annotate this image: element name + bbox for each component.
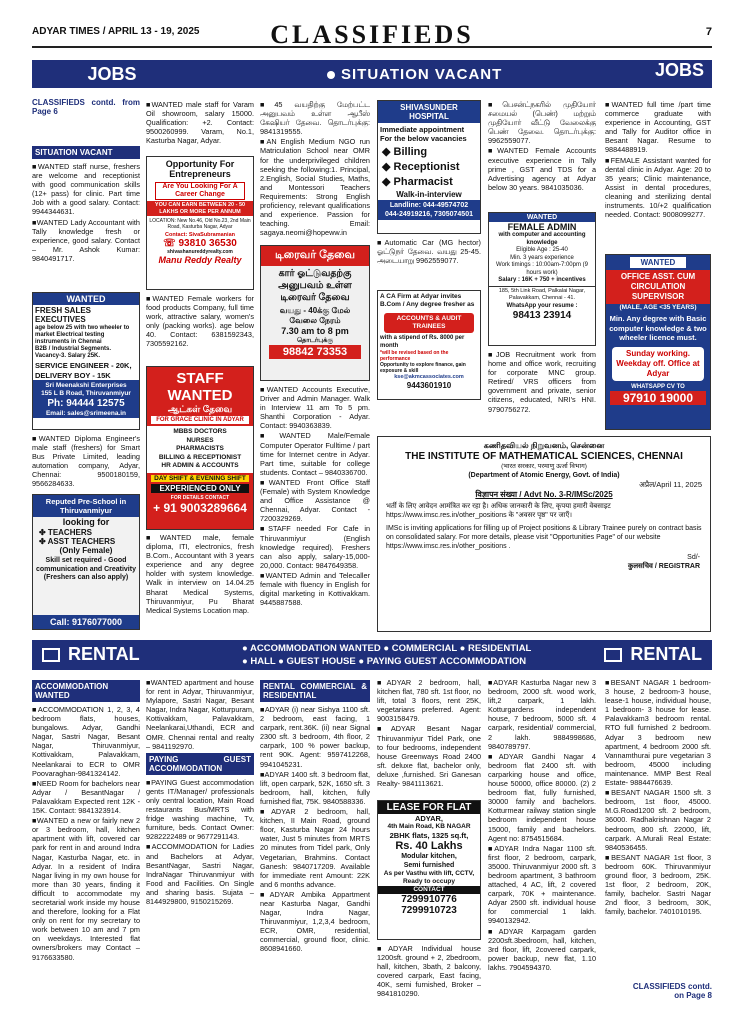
page-number: 7	[705, 26, 712, 38]
ad-brand: Manu Reddy Realty	[158, 255, 242, 265]
ad-subheading: ஆட்கள் தேவை	[167, 404, 233, 414]
list-item: ■ADYAR Karpagam garden 2200sft.3bedroom, hall, kitchen, 3rd floor, lift, 2covered carpark, power backup, new flat, 1.10 lakhs. 7904594370.	[488, 926, 596, 972]
ad-imsc-notice	[377, 436, 711, 632]
ad-text: Skill set required - Good communication and Creativity (Freshers can also apply)	[36, 557, 136, 581]
ad-text: CONTACT	[378, 886, 480, 894]
role-item: NURSES	[186, 436, 214, 444]
list-item: ■BESANT NAGAR 1500 sft. 3 bedroom, 1st floor, 45000. M.G.Road1200 sft. 2 bedroom, 36000. Radhakrishnan Nagar 2 bedroom, 800 sft. 22000, lift, carpark. A.Murali Real Estate: 9840536455.	[605, 788, 711, 852]
continued-from-label: CLASSIFIEDS contd. from Page 6	[32, 98, 140, 116]
jobs-column-1b	[32, 434, 140, 492]
list-item: ■BESANT NAGAR 1st floor, 3 bedroom 60K. Thiruvanmiyur ground floor, 3 bedroom, 25K. 1st floor, 2 bedroom, 20K, family, bachelor. Sastri Nagar 2nd floor, 3 bedroom, 30K, family, bachelor. 7401010195.	[605, 852, 711, 917]
ad-text: DELIVERY BOY - 15K	[35, 371, 111, 380]
list-item: ■WANTED Male/Female Computer Operator Fulltime / part time for Internet centre in Adyar. Part time, suitable for college students. Contact – 9840336700.	[260, 431, 370, 477]
ad-text: Immediate appointment For the below vacancies	[380, 125, 467, 143]
list-item: ■ADYAR (i) near Sishya 1100 sft. 2 bedroom, east facing, 1 carpark, rent.36K. (ii) near Signal 2300 sft. 3 bedroom, 4th floor, 2 carpark, 100 % power backup, rent 90K. Agent: 9597412268, 9941045231.	[260, 705, 370, 769]
list-item: ■ACCOMMODATION for Ladies and Bachelors at Adyar, BesantNagar, Sastri Nagar, IndraNagar Thiruvanmiyur with Food and Facilities. On Single and sharing basis. Sujata – 8144929800, 9150215269.	[146, 842, 254, 906]
rental-column-6	[605, 678, 711, 978]
ad-text: As per Vasthu with lift, CCTV, Ready to occupy	[383, 870, 475, 885]
ad-hospital: SHIVASUNDER HOSPITAL Immediate appointment For the below vacancies ◆ Billing ◆ Receptionist ◆ Pharmacist Walk-in-interview Landline: 044-49574702 044-24919216, 7305074501	[377, 100, 481, 234]
ad-text: कुलसचिव / REGISTRAR	[627, 563, 700, 570]
ad-ca-firm	[377, 290, 481, 400]
ad-text: Semi furnished	[403, 861, 455, 869]
role-item: PHARMACISTS	[176, 445, 224, 452]
ad-female-admin	[488, 212, 596, 346]
list-item: ■ADYAR Individual house 1200sft. ground + 2, 2bedroom, hall, kitchen, 3bath, 2 balcony, covered carpark, East facing, 40K, semi furnished, Broker – 9841810290.	[377, 944, 481, 999]
phone: Landline: 044-49574702	[389, 202, 469, 209]
ad-heading: THE INSTITUTE OF MATHEMATICAL SCIENCES, CHENNAI	[405, 451, 683, 462]
ad-text: Walk-in-interview	[396, 190, 462, 199]
ad-phone: 9443601910	[406, 381, 452, 390]
ad-heading: Opportunity For Entrepreneurs	[165, 159, 235, 179]
ad-text: WhatsApp your resume :	[506, 302, 578, 309]
ad-phone: Call: 9176077000	[33, 615, 139, 629]
list-item: ■WANTED male staff for Varam Oil showroom, salary 15000. Qualification: +2. Contact: 9500260999. Varam, No.1, Kasturba Nagar, Adyar.	[146, 100, 254, 146]
list-item: ■WANTED Female workers for food products Company, full time work, attractive salary, women's only (packing works). age below 40. Contact: 6381592343, 7305592162.	[146, 294, 254, 349]
rental-column-2	[146, 678, 254, 1003]
list-item: ■PAYING Guest accommodation gents IT/Manager/ professionals only central location, Main Road restaurants Bus/MRTS with fridge washing machine, Tv, furniture, beds. Contact Owner: 9282222489 or 9677291143.	[146, 777, 254, 842]
rental-label-left: RENTAL	[42, 644, 140, 665]
rental-commercial-heading: RENTAL COMMERCIAL & RESIDENTIAL	[260, 680, 370, 702]
ad-staff-wanted	[146, 366, 254, 530]
list-item: ■JOB Recruitment work from home and office work, recruiting for corporate MNC group. Retired/ VRS officers from government and private, senior citizens, educated, NRI's HNI. 9790756272.	[488, 350, 596, 414]
ad-text: WHATSAPP CV TO	[631, 383, 685, 390]
role-item: BILLING & RECEPTIONIST	[158, 453, 242, 461]
phone: 044-24919216, 7305074501	[385, 211, 473, 218]
list-item: ■WANTED Female Accounts executive experience in Tally prime , GST and TDS for a Advertising agency at Adyar below 30 years. 9841035036.	[488, 146, 596, 192]
list-item: ■NEED Room for bachelors near Adyar / BesantNagar / Palavakkam Expected rent 12K - 15K. Contact: 9841323914.	[32, 778, 140, 816]
ad-text: with a stipend of Rs. 8000 per month	[380, 335, 465, 349]
jobs-column-3	[260, 100, 370, 242]
vacancy-item: Pharmacist	[393, 176, 453, 188]
ad-text: Min. 3 years experience	[510, 254, 574, 261]
situation-vacant-heading: SITUATION VACANT	[32, 146, 140, 159]
house-icon	[42, 648, 60, 662]
rental-column-1	[32, 678, 140, 1003]
accommodation-wanted-heading: ACCOMMODATION WANTED	[32, 680, 140, 702]
ad-text: ✤ TEACHERS	[39, 528, 92, 537]
ad-address: 185, 5th Link Road, Palkalai Nagar, Palavakkam, Chennai - 41.	[498, 287, 586, 301]
ad-heading: WANTED	[630, 257, 686, 268]
ad-phone: ☏ 93810 36530	[163, 238, 237, 249]
ad-text: भर्ती के लिए आवेदन आमंत्रित कर रहा है। अधिक जानकारी के लिए, कृपया हमारी वेबसाइट https://www.imsc.res.in/other_positions के "अवसर पृष्ठ" पर जाएँ।	[386, 503, 611, 519]
ad-text: வேலை நேரம்	[289, 316, 341, 325]
ad-text: ADYAR,	[414, 814, 444, 823]
ad-heading: டிரைவர் தேவை	[261, 246, 369, 266]
jobs-column-5b	[488, 350, 596, 430]
ad-date: अप्रैल/April 11, 2025	[639, 480, 702, 489]
ad-website: shivashanureddyrealty.com	[167, 249, 233, 255]
ad-text: கார் ஓட்டுவதற்கு அனுபவம் உள்ள டிரைவர் தேவை	[278, 268, 352, 303]
jobs-column-3b	[260, 385, 370, 635]
list-item: ■WANTED a new or fairly new 2 or 3 bedroom, hall, kitchen apartment with lift, covered car park for rent in and around Indra Nagar, Kasturba Nagar, etc. in Adyar. In a resident of Indira Nagar living in my own house for more than 30 years, finding it difficult to accommodate my secretarial work inside my house and therefore, looking for a Flat only on rent for my secretary to work between 10 am and 7 pm on weekdays. Interested flat owners/brokers may Contact – 9176633580.	[32, 816, 140, 962]
list-item: ■ADYAR 2 bedroom, hall, kitchen, II Main Road, ground floor, Kasturba Nagar 24 hours water, Just 5 minutes from MRTS 20 minutes from Tidel park, Only Vegetarian, Brahmins. Contact Ganesh: 9840717209. Available for immediate rent Amount: 22K and 6 months advance.	[260, 807, 370, 889]
list-item: ■ADYAR Indra Nagar 1100 sft. first floor, 2 bedroom, carpark, 35000. Thiruvanmiyur 2000 sft. 3 bedroom apartment, 3 bathroom attached, 4 AC, lift, 2 covered carpark, 70K + maintenance. Adyar 2500 sft. individual house for commercial 1 lakh. 9940132942.	[488, 843, 596, 926]
list-item: ■ADYAR Besant Nagar Thiruvanmiyur Tidel Park, one to four bedrooms, independent house Greenways Road 2400 sft. deluxe flat, bachelor only, deluxe ,furnished. Sri Ganesan Realty- 9841113621.	[377, 724, 481, 789]
ad-text: विज्ञापन संख्या / Advt No. 3-R/IMSc/2025	[475, 490, 613, 499]
vacancy-item: Receptionist	[393, 161, 460, 173]
rental-section-bar	[32, 640, 712, 670]
publication-date: ADYAR TIMES / APRIL 13 - 19, 2025	[32, 26, 200, 37]
ad-price: Rs. 40 Lakhs	[395, 840, 463, 852]
ad-text: *will be revised based on the performance	[380, 350, 449, 362]
ad-text: Opportunity to explore finance, gain exposure & skill	[380, 362, 466, 374]
ad-text: age below 25 with two wheeler to market Electrical testing instruments in Chennai	[35, 325, 130, 345]
ad-heading: SHIVASUNDER HOSPITAL	[378, 101, 480, 123]
ad-text: looking for	[62, 517, 110, 527]
rental-label-right: RENTAL	[604, 644, 702, 665]
ad-text: YOU CAN EARN BETWEEN 20 - 50 LAKHS OR MORE PER ANNUM	[147, 201, 253, 216]
ad-office-assistant	[605, 254, 711, 430]
ad-phone: 98413 23914	[512, 310, 572, 321]
vacancy-item: Billing	[393, 146, 428, 158]
address: 155 L B Road, Thiruvanmiyur	[41, 390, 131, 397]
paying-guest-heading: PAYING GUEST ACCOMMODATION	[146, 753, 254, 775]
ad-fresh-sales	[32, 292, 140, 430]
ad-contact-block	[33, 380, 139, 418]
ad-text: IMSc is inviting applications for filling up of Project positions & Library Trainee purely on contract basis on consolidated salary. For more details, please visit "Opportunities Page" of our website https://www.imsc.res.in/other_positions .	[386, 525, 702, 550]
jobs-column-2	[146, 100, 254, 152]
ad-phone: 98842 73353	[269, 345, 361, 359]
bullet-icon	[327, 71, 335, 79]
rental-categories-1: ● ACCOMMODATION WANTED ● COMMERCIAL ● RESIDENTIAL	[242, 643, 532, 654]
rental-column-5	[488, 678, 596, 1003]
ad-subheading: FRESH SALES EXECUTIVES	[35, 306, 92, 324]
list-item: ■WANTED Accounts Executive, Driver and Admin Manager. Walk in Interview 11 am To 5 pm. Shanthi Corporation - Adyar. Contact: 9940363839.	[260, 385, 370, 431]
jobs-label-left: JOBS	[87, 64, 137, 84]
jobs-column-5	[488, 100, 596, 208]
ad-email: kse@akmcassociates.com	[394, 374, 464, 380]
list-item: ■WANTED Lady Accountant with Tally knowledge fresh or experience, good salary. Contact – Mr. Ashok Kumar: 9840491717.	[32, 217, 140, 263]
house-icon	[604, 648, 622, 662]
ad-text: வயது - 40க்கு மேல்	[279, 306, 351, 315]
ad-location: LOCATION: New No.46, Old No.23, 2nd Main Road, Kasturba Nagar, Adyar	[149, 218, 251, 230]
list-item: ■ADYAR Kasturba Nagar new 3 bedroom, 2000 sft. wood work, lift,2 carpark, 1 lakh. Kotturgardens independent house, 7 bedroom, 5000 sft. 4 carpark, residential/ commercial, 2 lakh. 9884998686, 9840789797.	[488, 678, 596, 751]
ad-text: Sunday working. Weekday off. Office at Adyar	[612, 347, 704, 381]
list-item: ■ACCOMMODATION 1, 2, 3, 4 bedroom flats, houses, bungalows. Adyar, Gandhi Nagar, Sastri Nagar, Besant Nagar, Thiruvanmiyur, Kottivakkam, Palavakkam, Neelankarai to ECR to OMR Poovaraghan-9841324142.	[32, 705, 140, 778]
list-item: ■STAFF needed For Cafe in Thiruvanmiyur (English knowledge required). Freshers can also apply, salary-15,000-20,000. Contact: 9847649358.	[260, 524, 370, 570]
ad-opportunity	[146, 156, 254, 290]
continued-on-label: CLASSIFIEDS contd. on Page 8	[632, 982, 712, 1000]
ad-phone: 7299910776	[401, 894, 457, 905]
ad-text: Modular kitchen,	[401, 853, 457, 860]
ad-text: EXPERIENCED ONLY	[151, 484, 249, 493]
list-item: ■ADYAR Gandhi Nagar 4 bedroom flat 2400 sft. with carparking house and office, house 50000, office 80000. (2) 2 bedroom flat, fully furnished, 30000 family and bachelors. Kotturmear railway station single bedroom independent house 15000, family and bachelors. Agent no: 8754515684.	[488, 751, 596, 843]
ad-lease-flat	[377, 800, 481, 940]
page-header	[32, 22, 712, 48]
rental-categories-2: ● HALL ● GUEST HOUSE ● PAYING GUEST ACCOMMODATION	[242, 656, 527, 667]
ad-heading: Reputed Pre-School in Thiruvanmiyur	[33, 495, 139, 517]
ad-text: 2BHK flats, 1325 sq.ft,	[389, 831, 469, 840]
jobs-column-4	[377, 238, 481, 286]
ad-subheading: FEMALE ADMIN	[507, 222, 577, 232]
ad-text: (Only Female)	[59, 546, 113, 555]
list-item: ■WANTED male, female diploma, ITI, electronics, fresh B.Com., Accountant with 3 years experience and any degree holder with system knowledge. Walk in interview on 14.04.25 Bharat Medical Systems, Thiruvanmiyur, Pu Bharat Medical Systems Location map.	[146, 533, 254, 615]
company-name: Sri Meenakshi Enterprises	[45, 382, 127, 389]
ad-text: DAY SHIFT & EVENING SHIFT	[151, 475, 249, 482]
ad-text: (भारत सरकार, परमाणु ऊर्जा विभाग)	[501, 463, 587, 470]
role-item: HR ADMIN & ACCOUNTS	[161, 462, 239, 469]
ad-text: 4th Main Road, KB NAGAR	[387, 823, 471, 830]
jobs-label-right: JOBS	[654, 60, 704, 80]
rental-column-4b	[377, 944, 481, 1004]
ad-phone: 97910 19000	[610, 391, 706, 405]
list-item: ■AN English Medium NGO run Matriculation School near OMR for the underprivileged children seeking the following:1. Principal, 2.English, Social Studies, Maths, and Montessori Teachers Requirements: Strong English proficiency, relevant qualifications and experience. Passion for teaching. Email: sagaya.neomi@hopeww.in	[260, 137, 370, 238]
ad-text: FOR GRACE CLINIC IN ADYAR	[151, 416, 249, 424]
ad-phone: + 91 9003289664	[153, 500, 247, 515]
page-title: CLASSIFIEDS	[270, 20, 474, 49]
ad-role-list	[147, 426, 253, 473]
ad-text: Contact: SivaSubramanian	[165, 232, 235, 238]
list-item: ■WANTED Admin and Telecaller female with fluency in English for digital marketing in Kottivakkam. 9445887588.	[260, 570, 370, 608]
list-item: ■பெசன்ட்நகரில் முதியோர் சமையல் (பெண்) மற்றும் முதியோர் வீட்டு வேலைக்கு பெண் தேவை. தொடர்புக்கு: 9962559077.	[488, 100, 596, 146]
ad-driver	[260, 245, 370, 381]
list-item: ■WANTED full time /part time commerce graduate with experience in Accounting, GST and Tally for Auditor office in Besant Nagar. Resume to 9884488919.	[605, 100, 711, 155]
jobs-column-2c	[146, 533, 254, 633]
phone: Ph: 94444 12575	[47, 398, 125, 409]
list-item: ■FEMALE Assistant wanted for dental clinic in Adyar. Age: 20 to 35 years; Clinic maintenance, Assist in dental procedures, cleaning and sterilizing dental instruments. 10/+2 qualification needed. Contact: 9008099277.	[605, 155, 711, 220]
ad-signature: Sd/-	[687, 554, 700, 561]
ad-text: Are You Looking For A Career Change	[155, 182, 245, 200]
jobs-column-2b	[146, 294, 254, 360]
ad-text: கணிதவியல் நிறுவனம், சென்னை	[483, 441, 605, 450]
ad-heading: STAFF WANTED	[167, 370, 233, 404]
jobs-section-bar	[32, 60, 712, 88]
ad-text: Salary : 16K + 750 + incentives	[489, 277, 595, 287]
ad-heading: WANTED	[489, 213, 595, 222]
ad-text: FOR DETAILS CONTACT	[170, 494, 230, 501]
ad-heading: A CA Firm at Adyar invites B.Com / Any degree fresher as	[380, 293, 475, 308]
ad-text: with computer and accounting knowledge	[498, 232, 586, 246]
rental-column-3	[260, 678, 370, 1003]
ad-phone: 7299910723	[401, 905, 457, 916]
ad-text: ✤ ASST TEACHERS	[39, 537, 116, 546]
list-item: ■WANTED apartment and house for rent in Adyar, Thiruvanmiyur, Mylapore, Sastri Nagar, Besant Nagar, Indra Nagar, Kotturpuram, Kottivakkam, Palavakkam, Neelankarai,Uthandi, ECR and OMR. Chennai rental and realty – 9841192970.	[146, 678, 254, 751]
list-item: ■45 வயதிற்கு மேற்பட்ட அனுபவம் உள்ள ஆபீஸ் கேஷியர் தேவை. தொடர்புக்கு: 9841319555.	[260, 100, 370, 137]
jobs-column-6	[605, 100, 711, 250]
ad-heading: WANTED	[33, 293, 139, 305]
ad-preschool	[32, 494, 140, 630]
ad-heading: LEASE FOR FLAT	[378, 801, 480, 814]
ad-text: Min. Any degree with Basic computer knowledge & two wheeler licence must.	[609, 314, 707, 342]
ad-text: SERVICE ENGINEER - 20K,	[35, 361, 132, 370]
situation-vacant-label: SITUATION VACANT	[327, 66, 502, 83]
ad-subheading: ACCOUNTS & AUDIT TRAINEES	[384, 313, 474, 333]
list-item: ■WANTED Front Office Staff (Female) with System Knowledge and Office Assistance @ Chennai, Adyar. Contact - 7200329269.	[260, 477, 370, 524]
ad-subheading: OFFICE ASST. CUM CIRCULATION SUPERVISOR	[606, 270, 710, 304]
list-item: ■WANTED staff nurse, freshers are welcome and receptionist with good communication skills (12+ pass) for clinic. Part time Job with a good salary. Contact: 9944344631.	[32, 162, 140, 217]
list-item: ■ADYAR 1400 sft. 3 bedroom flat, lift, open carpark, 52K, 1650 sft. 3 bedroom, hall, kitchen, fully furnished flat, 75K. 9840588336.	[260, 769, 370, 806]
ad-text: (Department of Atomic Energy, Govt. of India)	[468, 472, 620, 479]
ad-text: B2B / Industrial Segments. Vacancy-3. Salary 25K.	[35, 346, 112, 359]
ad-text: தொடர்புக்கு	[297, 337, 333, 344]
list-item: ■ADYAR Ambika Appartment near Kasturba Nagar, Gandhi Nagar, Indra Nagar, Thiruvanmiyur, 1,2,3,4 bedroom, ECR, OMR, residential, commercial, ground floor, clinic. 8608941660.	[260, 889, 370, 954]
ad-contact-block	[378, 200, 480, 220]
rental-column-4	[377, 678, 481, 796]
list-item: ■ADYAR 2 bedroom, hall, kitchen flat, 780 sft. 1st floor, no lift, total 3 floors, rent 25K, vegetarians preferred. Agent: 9003158479.	[377, 678, 481, 724]
ad-text: Work timings : 10:00am-7:00pm (9 hours work)	[496, 262, 588, 276]
list-item: ■WANTED Diploma Engineer's male staff (freshers) for Smart Bus Private Limited, leading automation company, Adyar, Chennai: 9500180159, 9566284633.	[32, 434, 140, 489]
ad-text: Eligible Age : 25-40	[516, 247, 568, 253]
email: Email: sales@srimeena.in	[45, 410, 127, 417]
ad-text: 7.30 am to 8 pm	[281, 326, 349, 336]
ad-text: (MALE, AGE <35 YEARS)	[619, 304, 697, 311]
list-item: ■BESANT NAGAR 1 bedroom- 3 house, 2 bedroom-3 house, lease-1 house, individual house, 1 bedroom- 3 house for lease. Palavakkam3 bedroom rental. RTO full furnished 2 bedroom. Adyar 3 bedroom new apartment, 4 bedroom 2000 sft. Vannamthurai pure vegetarian 3 bedroom, 45000 including maintenance. MMP Best Real Estate- 9884476639.	[605, 678, 711, 788]
role-item: MBBS DOCTORS	[173, 428, 227, 435]
list-item: ■Automatic Car (MG hector) ஓட்டுநர் தேவை. வயது 25-45. அடையாறு 9962559077.	[377, 238, 481, 266]
